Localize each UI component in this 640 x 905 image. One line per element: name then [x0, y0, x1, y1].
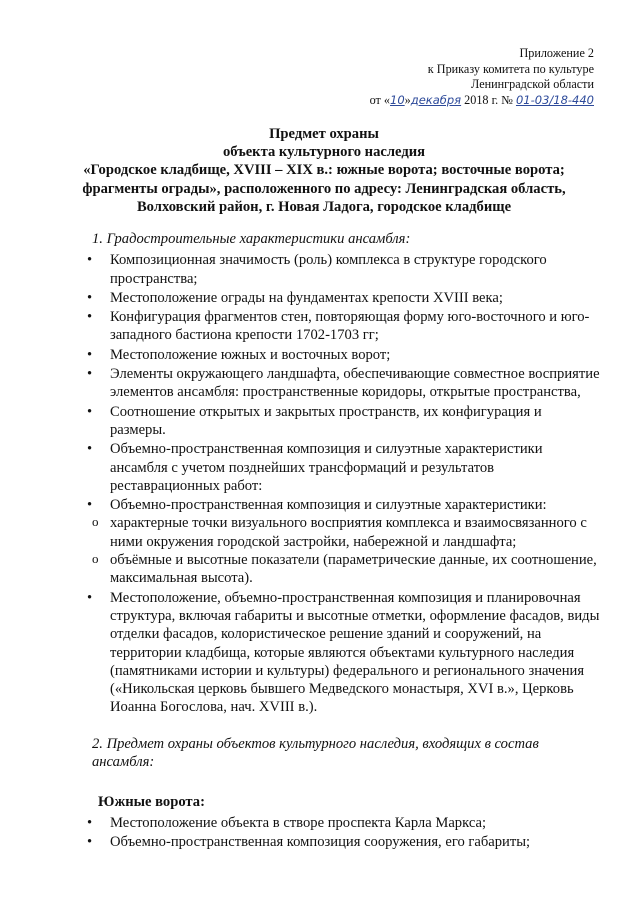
list-item: • Конфигурация фрагментов стен, повторяющая форму юго-восточного и юго-западного бастиона крепости 1702-1703 гг;	[84, 308, 600, 345]
handwritten-day: 10	[390, 92, 405, 107]
appendix-region: Ленинградской области	[471, 77, 594, 91]
south-gate-subheading: Южные ворота:	[98, 794, 205, 811]
list-item: • Композиционная значимость (роль) комплекса в структуре городского пространства;	[84, 251, 600, 288]
list-item: • Объемно-пространственная композиция и силуэтные характеристики ансамбля с учетом позднейших трансформаций и результатов реставрационных работ:	[84, 440, 600, 495]
title-line-5: Волховский район, г. Новая Ладога, городское кладбище	[136, 198, 512, 215]
appendix-order-ref: к Приказу комитета по культуре	[427, 61, 594, 76]
list-item: • Местоположение, объемно-пространственная композиция и планировочная структура, включая габариты и высотные отметки, оформление фасадов, виды отделки фасадов, колористическое решение зданий и сооружений, на территории кладбища, которые являются объектами культурного наследия (памятниками истории и культуры) федерального и регионального значения («Никольская церковь бывшего Медведского монастыря, XVI в.», Церковь Иоанна Богослова, нач. XVIII в.).	[84, 589, 600, 717]
section-1-list	[84, 251, 600, 716]
title-line-2: объекта культурного наследия	[222, 144, 426, 161]
section-2-list	[84, 814, 600, 852]
document-body	[84, 230, 600, 852]
handwritten-number: 01-03/18-440	[515, 92, 594, 107]
list-item-with-subitems	[84, 496, 600, 587]
list-item: • Объемно-пространственная композиция сооружения, его габариты;	[84, 833, 600, 851]
list-item: • Местоположение объекта в створе проспекта Карла Маркса;	[84, 814, 600, 832]
list-item: • Местоположение ограды на фундаментах крепости XVIII века;	[84, 289, 600, 307]
appendix-number: Приложение 2	[519, 46, 594, 60]
title-line-3: «Городское кладбище, XVIII – XIX в.: южные ворота; восточные ворота;	[83, 162, 565, 179]
sub-list	[88, 514, 600, 587]
handwritten-month: декабря	[410, 92, 462, 107]
title-line-1: Предмет охраны	[269, 126, 379, 142]
document-title	[60, 125, 588, 216]
title-line-4: фрагменты ограды», расположенного по адресу: Ленинградская область,	[82, 180, 566, 197]
list-item-text: Объемно-пространственная композиция и силуэтные характеристики:	[110, 497, 547, 514]
sub-list-item: o объёмные и высотные показатели (параметрические данные, их соотношение, максимальная высота).	[92, 551, 600, 588]
section-2-heading: 2. Предмет охраны объектов культурного наследия, входящих в состав ансамбля:	[92, 735, 539, 771]
date-prefix: от «	[369, 92, 391, 107]
appendix-header	[370, 46, 594, 108]
list-item: • Местоположение южных и восточных ворот;	[84, 346, 600, 364]
appendix-date-line	[370, 93, 594, 109]
sub-list-item: o характерные точки визуального восприятия комплекса и взаимосвязанного с ними окружения городской застройки, набережной и ландшафта;	[92, 514, 600, 551]
list-item: • Соотношение открытых и закрытых пространств, их конфигурация и размеры.	[84, 403, 600, 440]
date-mid: »	[404, 92, 411, 107]
section-1-heading: 1. Градостроительные характеристики ансамбля:	[92, 231, 411, 247]
date-year: 2018 г. №	[464, 92, 513, 107]
list-item: • Элементы окружающего ландшафта, обеспечивающие совместное восприятие элементов ансамбля: пространственные коридоры, открытые пространства,	[84, 365, 600, 402]
